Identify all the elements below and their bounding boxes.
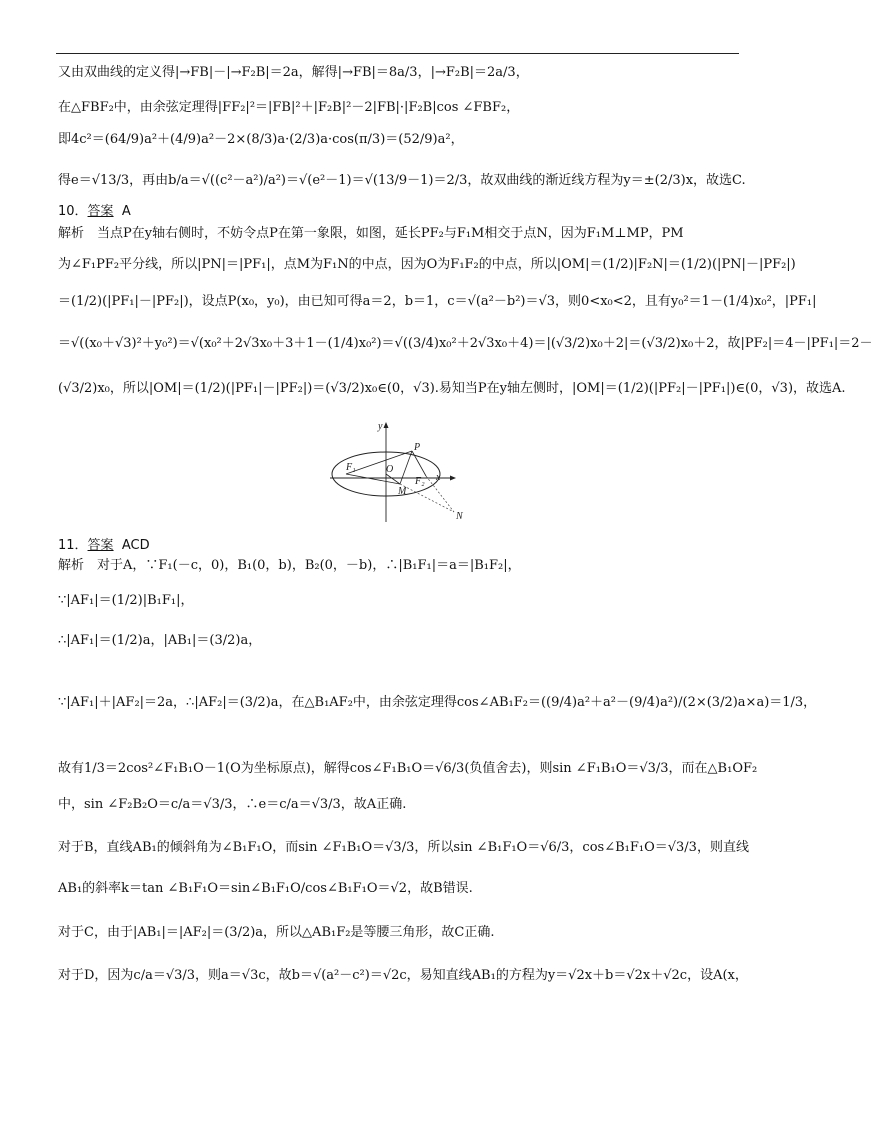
ellipse-diagram <box>326 418 466 526</box>
q10-answer-label: 答案 <box>87 204 114 219</box>
q11-line-4: ∵|AF₁|＋|AF₂|＝2a，∴|AF₂|＝(3/2)a，在△B₁AF₂中，由余弦定理得cos∠AB₁F₂＝((9/4)a²＋a²－(9/4)a²)/(2×(3/2)a×a)＝1/3， <box>58 695 817 710</box>
q9-line-2: 在△FBF₂中，由余弦定理得|FF₂|²＝|FB|²＋|F₂B|²－2|FB|·|F₂B|cos ∠FBF₂， <box>58 100 520 115</box>
q10-line-2: 为∠F₁PF₂平分线，所以|PN|＝|PF₁|，点M为F₁N的中点，因为O为F₁F₂的中点，所以|OM|＝(1/2)|F₂N|＝(1/2)(|PN|－|PF₂|) <box>58 257 796 272</box>
q11-line-8: AB₁的斜率k＝tan ∠B₁F₁O＝sin∠B₁F₁O/cos∠B₁F₁O＝√2，故B错误. <box>58 881 473 896</box>
q11-line-6: 中，sin ∠F₂B₂O＝c/a＝√3/3，∴e＝c/a＝√3/3，故A正确. <box>58 797 407 812</box>
q10-answer: A <box>121 204 131 219</box>
q10-line-3: ＝(1/2)(|PF₁|－|PF₂|)，设点P(x₀，y₀)，由已知可得a＝2，b＝1，c＝√(a²－b²)＝√3，则0<x₀<2，且有y₀²＝1－(1/4)x₀²，|PF₁| <box>58 294 817 309</box>
q9-line-1: 又由双曲线的定义得|→FB|－|→F₂B|＝2a，解得|→FB|＝8a/3，|→F₂B|＝2a/3， <box>58 65 529 80</box>
y-axis-arrow <box>384 422 389 428</box>
x-axis-arrow <box>450 476 456 481</box>
q11-line-5: 故有1/3＝2cos²∠F₁B₁O－1(O为坐标原点)，解得cos∠F₁B₁O＝√6/3(负值舍去)，则sin ∠F₁B₁O＝√3/3，而在△B₁OF₂ <box>58 761 758 776</box>
segment-f1-p <box>346 451 412 474</box>
q9-line-4: 得e＝√13/3，再由b/a＝√((c²－a²)/a²)＝√(e²－1)＝√(13/9－1)＝2/3，故双曲线的渐近线方程为y＝±(2/3)x，故选C. <box>58 173 746 188</box>
label-p: P <box>414 442 421 453</box>
q10-line-5: (√3/2)x₀，所以|OM|＝(1/2)(|PF₁|－|PF₂|)＝(√3/2)x₀∈(0，√3).易知当P在y轴左侧时，|OM|＝(1/2)(|PF₂|－|PF₁|)∈(0，√3)，故选A. <box>58 381 846 396</box>
label-m: M <box>398 486 407 497</box>
q11-answer: ACD <box>121 538 150 553</box>
label-x: x <box>436 472 441 483</box>
q11-line-3: ∴|AF₁|＝(1/2)a，|AB₁|＝(3/2)a， <box>58 633 262 648</box>
q11-number: 11． <box>58 538 88 553</box>
q10-answer-line <box>58 203 742 221</box>
q11-line-1: 解析 对于A，∵F₁(－c，0)，B₁(0，b)，B₂(0，－b)，∴|B₁F₁|＝a＝|B₁F₂|， <box>58 558 521 573</box>
q9-line-3: 即4c²＝(64/9)a²＋(4/9)a²－2×(8/3)a·(2/3)a·cos(π/3)＝(52/9)a²， <box>58 132 464 147</box>
q11-line-9: 对于C，由于|AB₁|＝|AF₂|＝(3/2)a，所以△AB₁F₂是等腰三角形，故C正确. <box>58 925 495 940</box>
q10-number: 10． <box>58 204 88 219</box>
segment-p-m <box>400 451 412 484</box>
q11-line-7: 对于B，直线AB₁的倾斜角为∠B₁F₁O，而sin ∠F₁B₁O＝√3/3，所以sin ∠B₁F₁O＝√6/3，cos∠B₁F₁O＝√3/3，则直线 <box>58 840 749 855</box>
label-f2: F₂ <box>415 476 425 487</box>
label-n: N <box>456 511 463 522</box>
segment-f1-m <box>346 474 400 484</box>
label-y: y <box>378 421 383 432</box>
q11-line-2: ∵|AF₁|＝(1/2)|B₁F₁|， <box>58 593 194 608</box>
ellipse-figure <box>326 418 466 526</box>
q10-line-1: 解析 当点P在y轴右侧时，不妨令点P在第一象限，如图，延长PF₂与F₁M相交于点N，因为F₁M⊥MP，PM <box>58 226 684 241</box>
label-f1: F₁ <box>346 462 356 473</box>
q10-line-4: ＝√((x₀＋√3)²＋y₀²)＝√(x₀²＋2√3x₀＋3＋1－(1/4)x₀²)＝√((3/4)x₀²＋2√3x₀＋4)＝|(√3/2)x₀＋2|＝(√3/2)x₀＋2，故|PF₂|＝4－|PF₁|＝2－ <box>58 336 873 351</box>
segment-p-f2 <box>412 451 426 476</box>
q11-answer-label: 答案 <box>87 538 114 553</box>
label-o: O <box>386 464 394 475</box>
q11-line-10: 对于D，因为c/a＝√3/3，则a＝√3c，故b＝√(a²－c²)＝√2c，易知直线AB₁的方程为y＝√2x＋b＝√2x＋√2c，设A(x， <box>58 968 748 983</box>
q11-answer-line <box>58 537 742 555</box>
header-rule <box>56 53 739 54</box>
